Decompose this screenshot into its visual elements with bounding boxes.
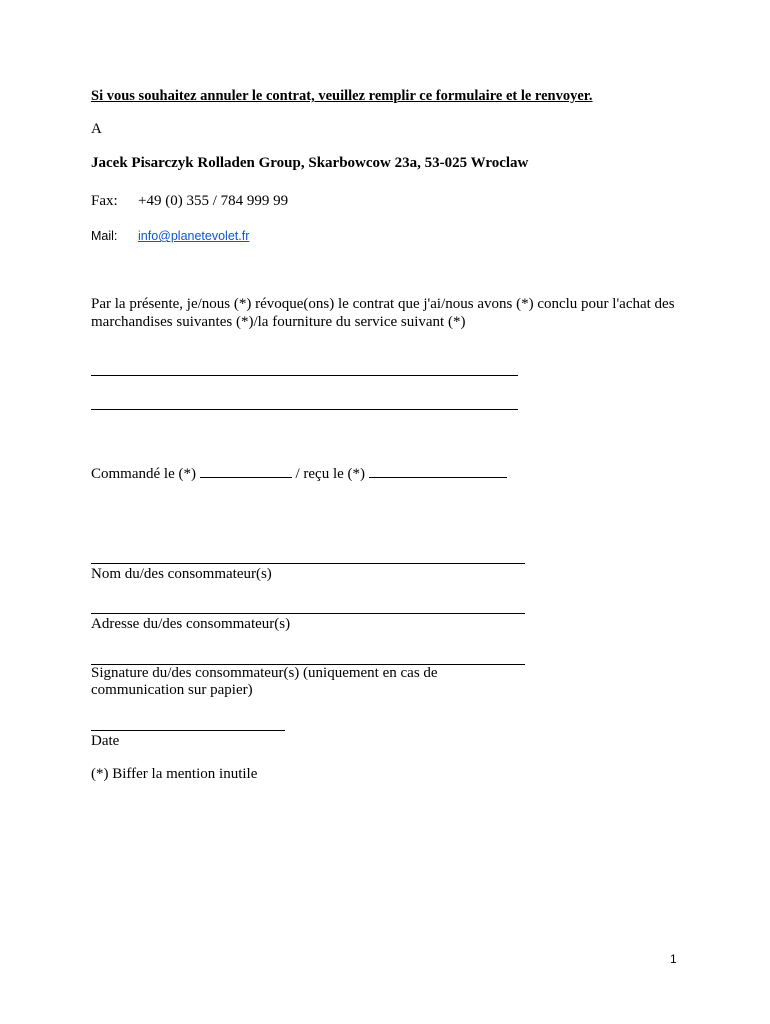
page-number: 1	[670, 952, 677, 966]
footnote: (*) Biffer la mention inutile	[91, 766, 258, 782]
ordered-received-row	[91, 463, 507, 483]
goods-line-1[interactable]	[91, 375, 518, 376]
address-label: Adresse du/des consommateur(s)	[91, 616, 291, 632]
signature-label: Signature du/des consommateur(s) (uniquement en cas de communication sur papier)	[91, 665, 438, 698]
name-line[interactable]	[91, 563, 525, 564]
mail-label: Mail:	[91, 229, 118, 243]
mail-link[interactable]: info@planetevolet.fr	[138, 229, 250, 243]
received-date-blank[interactable]	[369, 463, 507, 478]
address-line[interactable]	[91, 613, 525, 614]
ordered-label: Commandé le (*)	[91, 466, 196, 482]
form-heading: Si vous souhaitez annuler le contrat, veuillez remplir ce formulaire et le renvoyer.	[91, 88, 593, 104]
fax-number: +49 (0) 355 / 784 999 99	[138, 193, 289, 209]
company-address: Jacek Pisarczyk Rolladen Group, Skarbowcow 23a, 53-025 Wroclaw	[91, 155, 529, 171]
revocation-statement: Par la présente, je/nous (*) révoque(ons) le contrat que j'ai/nous avons (*) conclu pour l'achat des marchandises suivantes (*)/la fourniture du service suivant (*)	[91, 296, 675, 330]
name-label: Nom du/des consommateur(s)	[91, 566, 272, 582]
goods-line-2[interactable]	[91, 409, 518, 410]
recipient-prefix: A	[91, 121, 102, 137]
date-line[interactable]	[91, 730, 285, 731]
fax-label: Fax:	[91, 193, 118, 209]
received-label: / reçu le (*)	[295, 466, 366, 482]
ordered-date-blank[interactable]	[200, 463, 292, 478]
date-label: Date	[91, 733, 120, 749]
